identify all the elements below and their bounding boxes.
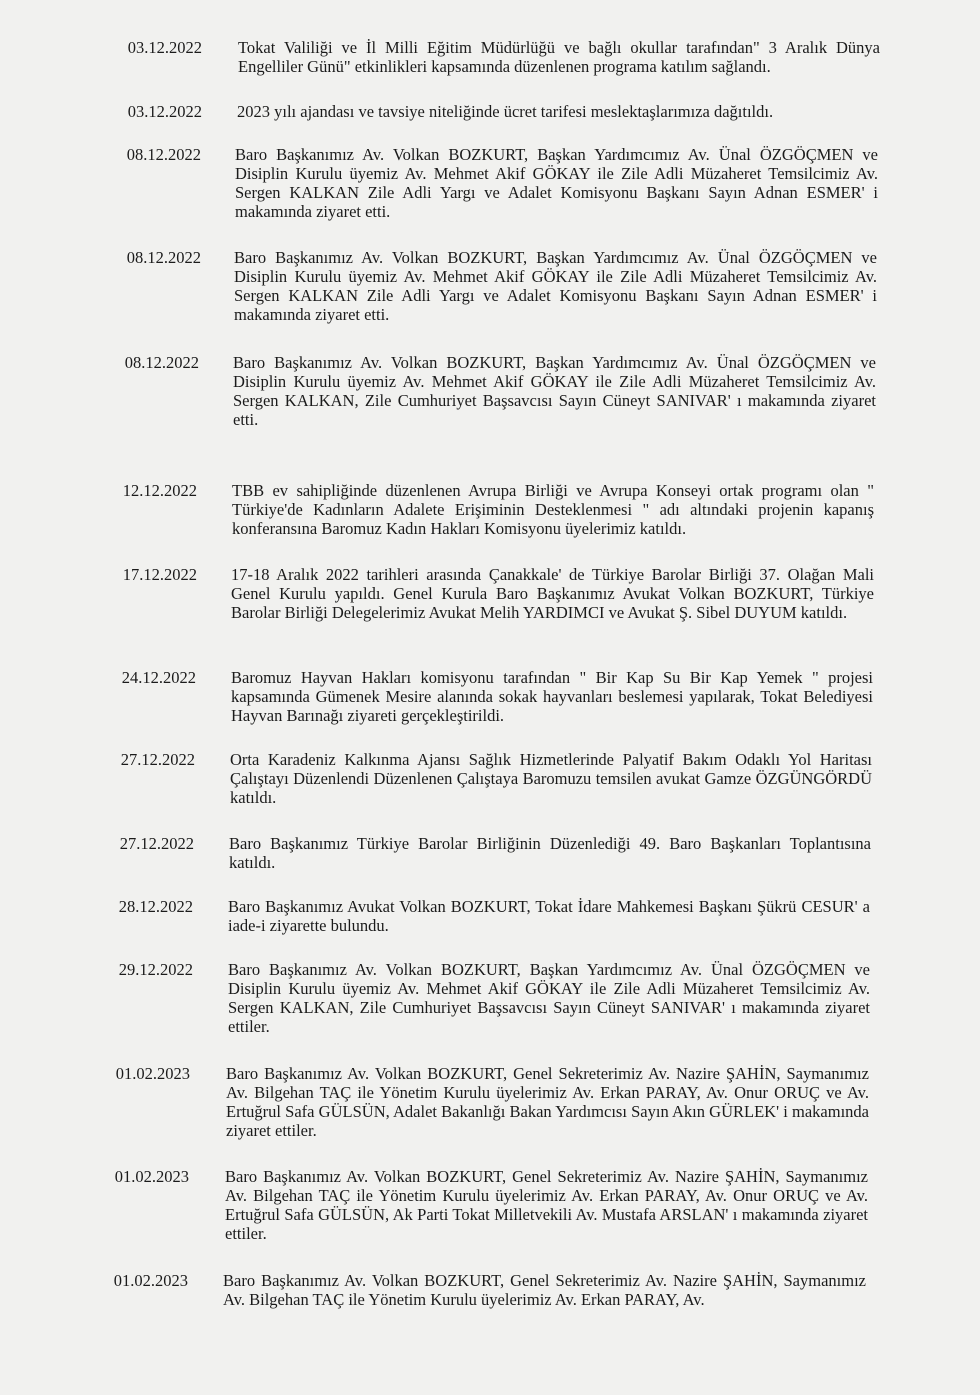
entry-date: 29.12.2022 (118, 960, 193, 979)
entry-text: Orta Karadeniz Kalkınma Ajansı Sağlık Hizmetlerinde Palyatif Bakım Odaklı Yol Haritası Çalıştayı Düzenlendi Düzenlenen Çalıştaya Baromuzu temsilen avukat Gamze ÖZGÜNGÖRDÜ katıldı. (230, 750, 872, 807)
entry-date: 03.12.2022 (127, 102, 202, 121)
entry-date: 24.12.2022 (121, 668, 196, 687)
entry-text: Baro Başkanımız Av. Volkan BOZKURT, Başkan Yardımcımız Av. Ünal ÖZGÖÇMEN ve Disiplin Kurulu üyemiz Av. Mehmet Akif GÖKAY ile Zile Adli Müzaheret Temsilcimiz Av. Sergen KALKAN Zile Adli Yargı ve Adalet Komisyonu Başkanı Sayın Adnan ESMER' i makamında ziyaret etti. (234, 248, 877, 324)
entry-text: Baro Başkanımız Av. Volkan BOZKURT, Genel Sekreterimiz Av. Nazire ŞAHİN, Saymanımız Av. Bilgehan TAÇ ile Yönetim Kurulu üyelerimiz Av. Erkan PARAY, Av. Onur ORUÇ ve Av. Ertuğrul Safa GÜLSÜN, Ak Parti Tokat Milletvekili Av. Mustafa ARSLAN' ı makamında ziyaret ettiler. (225, 1167, 868, 1243)
entry-date: 28.12.2022 (118, 897, 193, 916)
entry-text: 17-18 Aralık 2022 tarihleri arasında Çanakkale' de Türkiye Barolar Birliği 37. Olağan Mali Genel Kurulu yapıldı. Genel Kurula Baro Başkanımız Avukat Volkan BOZKURT, Türkiye Barolar Birliği Delegelerimiz Avukat Melih YARDIMCI ve Avukat Ş. Sibel DUYUM katıldı. (231, 565, 874, 622)
entry-text: TBB ev sahipliğinde düzenlenen Avrupa Birliği ve Avrupa Konseyi ortak programı olan " Türkiye'de Kadınların Adalete Erişiminin Desteklenmesi " adı altındaki projenin kapanış konferansına Baromuz Kadın Hakları Komisyonu üyelerimiz katıldı. (232, 481, 874, 538)
entry-date: 08.12.2022 (124, 353, 199, 372)
entry-date: 03.12.2022 (127, 38, 202, 57)
entry-text: Baro Başkanımız Türkiye Barolar Birliğinin Düzenlediği 49. Baro Başkanları Toplantısına katıldı. (229, 834, 871, 872)
entry-date: 08.12.2022 (126, 248, 201, 267)
entry-date: 12.12.2022 (122, 481, 197, 500)
entry-text: Baro Başkanımız Avukat Volkan BOZKURT, Tokat İdare Mahkemesi Başkanı Şükrü CESUR' a iade-i ziyarette bulundu. (228, 897, 870, 935)
entry-text: Baro Başkanımız Av. Volkan BOZKURT, Genel Sekreterimiz Av. Nazire ŞAHİN, Saymanımız Av. Bilgehan TAÇ ile Yönetim Kurulu üyelerimiz Av. Erkan PARAY, Av. Onur ORUÇ ve Av. Ertuğrul Safa GÜLSÜN, Adalet Bakanlığı Bakan Yardımcısı Sayın Akın GÜRLEK' i makamında ziyaret ettiler. (226, 1064, 869, 1140)
entry-text: 2023 yılı ajandası ve tavsiye niteliğinde ücret tarifesi meslektaşlarımıza dağıtıldı. (237, 102, 774, 121)
entry-text: Baromuz Hayvan Hakları komisyonu tarafından " Bir Kap Su Bir Kap Yemek " projesi kapsamında Gümenek Mesire alanında sokak hayvanları beslemesi yapılarak, Tokat Belediyesi Hayvan Barınağı ziyareti gerçekleştirildi. (231, 668, 873, 725)
entry-date: 17.12.2022 (122, 565, 197, 584)
entry-date: 01.02.2023 (114, 1167, 189, 1186)
entry-text: Baro Başkanımız Av. Volkan BOZKURT, Başkan Yardımcımız Av. Ünal ÖZGÖÇMEN ve Disiplin Kurulu üyemiz Av. Mehmet Akif GÖKAY ile Zile Adli Müzaheret Temsilcimiz Av. Sergen KALKAN, Zile Cumhuriyet Başsavcısı Sayın Cüneyt SANIVAR' ı makamında ziyaret ettiler. (228, 960, 870, 1036)
entry-date: 01.02.2023 (113, 1271, 188, 1290)
entry-date: 27.12.2022 (119, 834, 194, 853)
entry-date: 27.12.2022 (120, 750, 195, 769)
entry-text: Baro Başkanımız Av. Volkan BOZKURT, Başkan Yardımcımız Av. Ünal ÖZGÖÇMEN ve Disiplin Kurulu üyemiz Av. Mehmet Akif GÖKAY ile Zile Adli Müzaheret Temsilcimiz Av. Sergen KALKAN Zile Adli Yargı ve Adalet Komisyonu Başkanı Sayın Adnan ESMER' i makamında ziyaret etti. (235, 145, 878, 221)
entry-text: Baro Başkanımız Av. Volkan BOZKURT, Başkan Yardımcımız Av. Ünal ÖZGÖÇMEN ve Disiplin Kurulu üyemiz Av. Mehmet Akif GÖKAY ile Zile Adli Müzaheret Temsilcimiz Av. Sergen KALKAN, Zile Cumhuriyet Başsavcısı Sayın Cüneyt SANIVAR' ı makamında ziyaret etti. (233, 353, 876, 429)
entry-date: 01.02.2023 (115, 1064, 190, 1083)
entry-text: Baro Başkanımız Av. Volkan BOZKURT, Genel Sekreterimiz Av. Nazire ŞAHİN, Saymanımız Av. Bilgehan TAÇ ile Yönetim Kurulu üyelerimiz Av. Erkan PARAY, Av. (223, 1271, 866, 1309)
entry-text: Tokat Valiliği ve İl Milli Eğitim Müdürlüğü ve bağlı okullar tarafından" 3 Aralık Dünya Engelliler Günü" etkinlikleri kapsamında düzenlenen programa katılım sağlandı. (238, 38, 880, 76)
entry-date: 08.12.2022 (126, 145, 201, 164)
